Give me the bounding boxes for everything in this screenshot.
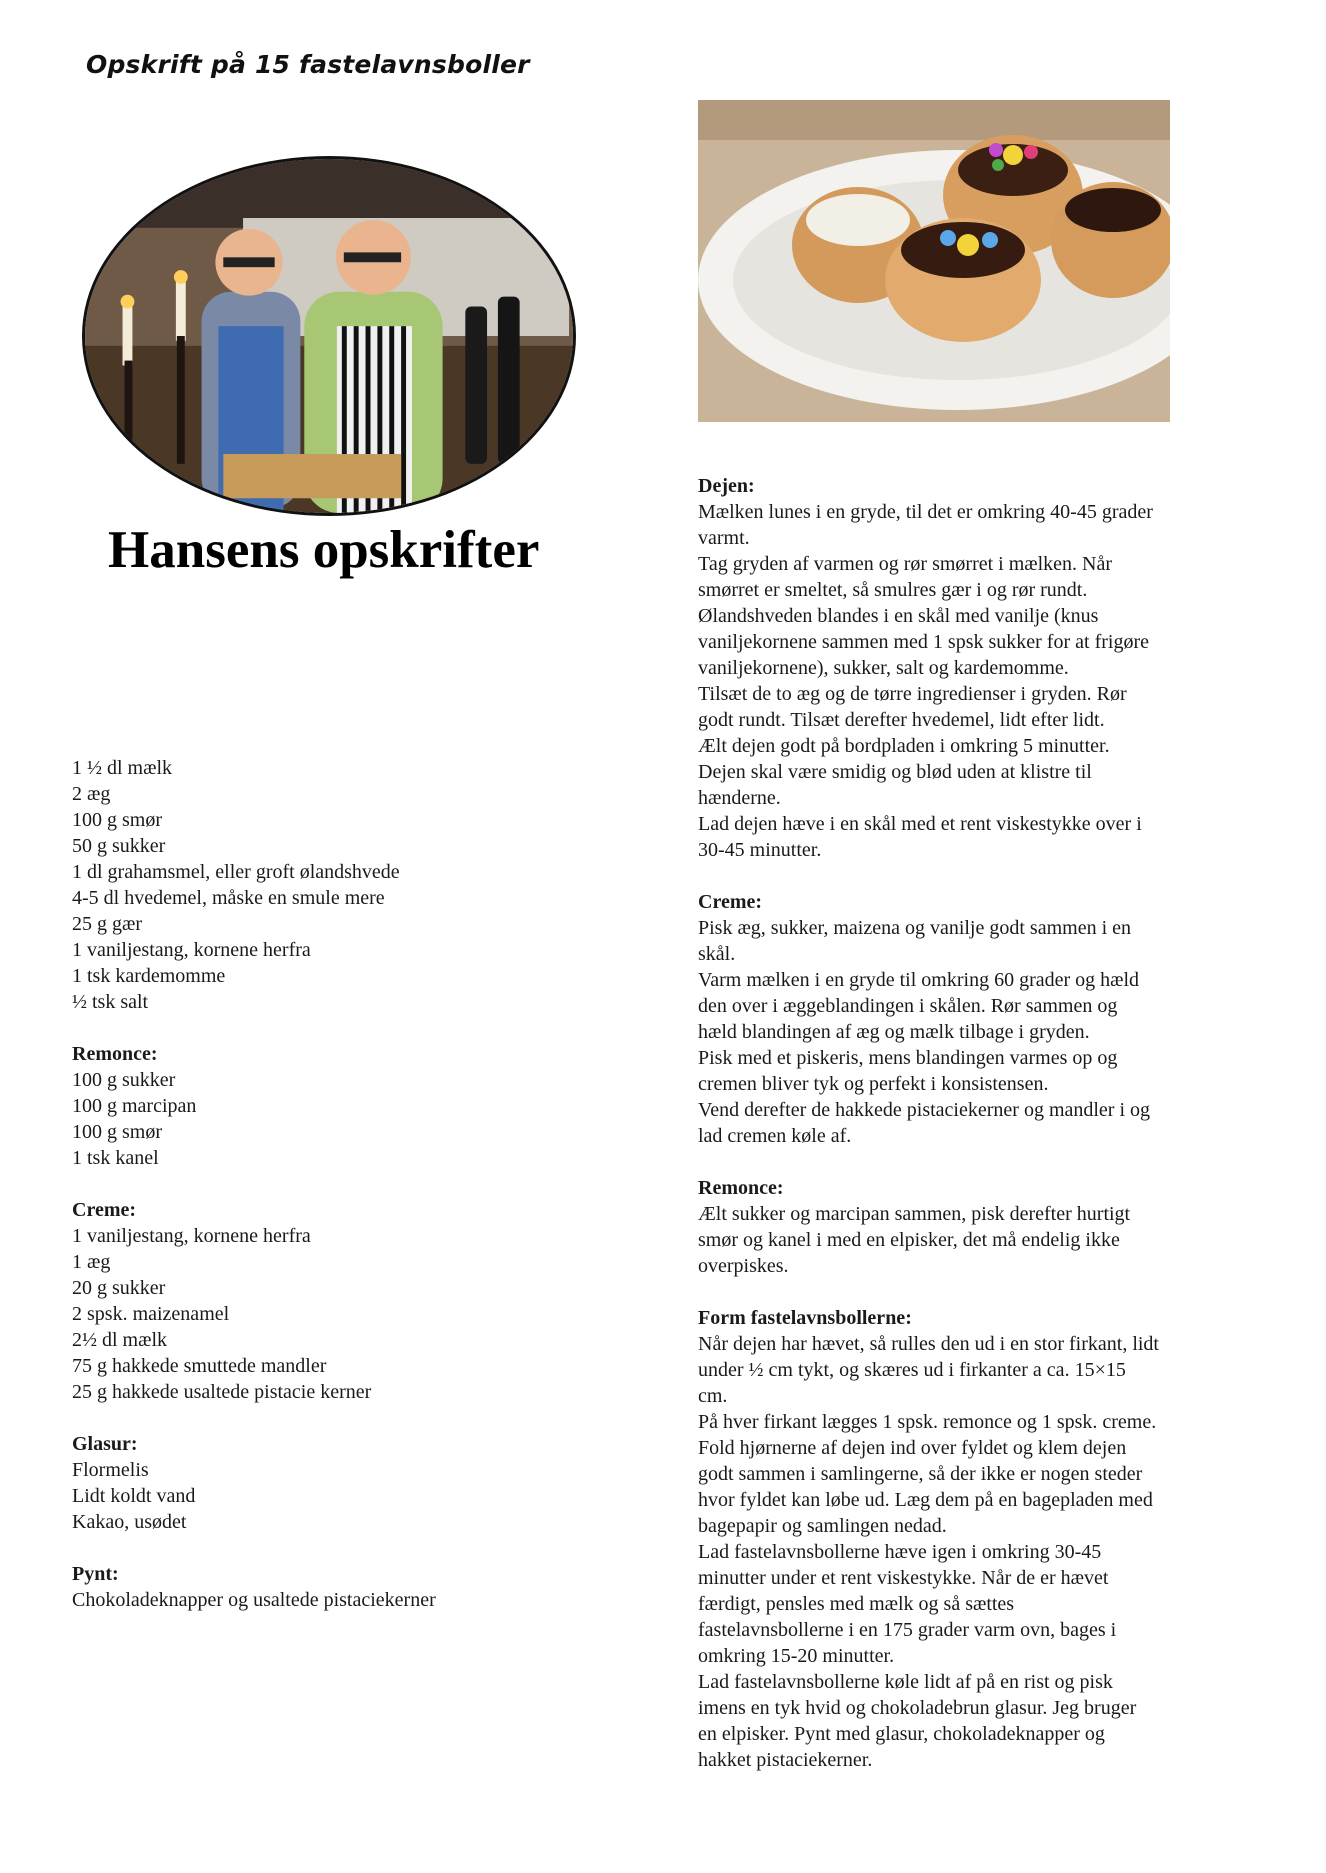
method-line: imens en tyk hvid og chokoladebrun glasur. Jeg bruger	[698, 1697, 1137, 1719]
ingredient-line: 1 tsk kardemomme	[72, 965, 226, 987]
method-line: cm.	[698, 1385, 728, 1407]
method-line: På hver firkant lægges 1 spsk. remonce og 1 spsk. creme.	[698, 1411, 1157, 1433]
remonce-ingredients	[72, 1041, 632, 1171]
ingredient-line: 25 g hakkede usaltede pistacie kerner	[72, 1381, 372, 1403]
method-line: Pisk med et piskeris, mens blandingen varmes op og	[698, 1047, 1118, 1069]
method-line: Vend derefter de hakkede pistaciekerner og mandler i og	[698, 1099, 1151, 1121]
method-line: færdigt, pensles med mælk og så sættes	[698, 1593, 1015, 1615]
method-line: vaniljekornene sammen med 1 spsk sukker for at frigøre	[698, 631, 1149, 653]
ingredient-line: 100 g marcipan	[72, 1095, 197, 1117]
method-line: Tilsæt de to æg og de tørre ingredienser i gryden. Rør	[698, 683, 1127, 705]
pynt-heading: Pynt:	[72, 1563, 119, 1585]
pynt-ingredients	[72, 1561, 632, 1613]
ingredient-line: 100 g smør	[72, 809, 162, 831]
method-line: Lad dejen hæve i en skål med et rent viskestykke over i	[698, 813, 1142, 835]
ingredient-line: 2½ dl mælk	[72, 1329, 168, 1351]
glasur-ingredients	[72, 1431, 632, 1535]
method-line: Fold hjørnerne af dejen ind over fyldet og klem dejen	[698, 1437, 1127, 1459]
method-line: smørret er smeltet, så smulres gær i og rør rundt.	[698, 579, 1088, 601]
method-line: Ælt sukker og marcipan sammen, pisk derefter hurtigt	[698, 1203, 1131, 1225]
recipe-title: Opskrift på 15 fastelavnsboller	[86, 50, 530, 79]
method-line: varmt.	[698, 527, 750, 549]
ingredient-line: Flormelis	[72, 1459, 149, 1481]
ingredient-line: 1 dl grahamsmel, eller groft ølandshvede	[72, 861, 400, 883]
glasur-heading: Glasur:	[72, 1433, 138, 1455]
method-line: Lad fastelavnsbollerne køle lidt af på en rist og pisk	[698, 1671, 1113, 1693]
ingredient-line: Kakao, usødet	[72, 1511, 187, 1533]
ingredient-line: Chokoladeknapper og usaltede pistaciekerner	[72, 1589, 436, 1611]
ingredient-line: 20 g sukker	[72, 1277, 166, 1299]
creme-ingredients	[72, 1197, 632, 1405]
chefs-photo	[82, 156, 576, 516]
creme-section	[698, 889, 1218, 1149]
dejen-section	[698, 473, 1218, 863]
creme-method-heading: Creme:	[698, 891, 763, 913]
ingredient-line: 50 g sukker	[72, 835, 166, 857]
form-section	[698, 1305, 1218, 1773]
ingredient-line: 100 g sukker	[72, 1069, 176, 1091]
method-line: Dejen skal være smidig og blød uden at klistre til	[698, 761, 1092, 783]
method-line: Ælt dejen godt på bordpladen i omkring 5 minutter.	[698, 735, 1110, 757]
remonce-section	[698, 1175, 1218, 1279]
ingredient-line: 1 ½ dl mælk	[72, 757, 173, 779]
method-line: godt sammen i samlingerne, så der ikke er nogen steder	[698, 1463, 1143, 1485]
ingredient-line: ½ tsk salt	[72, 991, 149, 1013]
ingredient-line: 1 vaniljestang, kornene herfra	[72, 1225, 311, 1247]
dejen-heading: Dejen:	[698, 475, 755, 497]
method-line: smør og kanel i med en elpisker, det må endelig ikke	[698, 1229, 1120, 1251]
method-line: under ½ cm tykt, og skæres ud i firkanter a ca. 15×15	[698, 1359, 1126, 1381]
ingredient-line: 2 spsk. maizenamel	[72, 1303, 230, 1325]
method-line: Lad fastelavnsbollerne hæve igen i omkring 30-45	[698, 1541, 1102, 1563]
buns-photo	[698, 100, 1170, 422]
ingredient-line: 4-5 dl hvedemel, måske en smule mere	[72, 887, 385, 909]
method-line: fastelavnsbollerne i en 175 grader varm ovn, bages i	[698, 1619, 1117, 1641]
method-line: Tag gryden af varmen og rør smørret i mælken. Når	[698, 553, 1113, 575]
ingredient-line: 1 æg	[72, 1251, 111, 1273]
remonce-method-heading: Remonce:	[698, 1177, 784, 1199]
base-ingredients	[72, 755, 632, 1015]
ingredient-line: 1 tsk kanel	[72, 1147, 159, 1169]
method-line: godt rundt. Tilsæt derefter hvedemel, lidt efter lidt.	[698, 709, 1105, 731]
ingredient-line: Lidt koldt vand	[72, 1485, 196, 1507]
method-line: 30-45 minutter.	[698, 839, 822, 861]
method-line: hvor fyldet kan løbe ud. Læg dem på en bagepladen med	[698, 1489, 1153, 1511]
creme-heading: Creme:	[72, 1199, 137, 1221]
method-line: minutter under et rent viskestykke. Når de er hævet	[698, 1567, 1109, 1589]
site-brand-title: Hansens opskrifter	[108, 521, 540, 579]
method-line: Varm mælken i en gryde til omkring 60 grader og hæld	[698, 969, 1140, 991]
method-line: hakket pistaciekerner.	[698, 1749, 873, 1771]
method-line: overpiskes.	[698, 1255, 789, 1277]
method-line: lad cremen køle af.	[698, 1125, 852, 1147]
method-line: bagepapir og samlingen nedad.	[698, 1515, 947, 1537]
method-line: en elpisker. Pynt med glasur, chokoladeknapper og	[698, 1723, 1105, 1745]
method-line: hæld blandingen af æg og mælk tilbage i gryden.	[698, 1021, 1090, 1043]
method-line: vaniljekornene), sukker, salt og kardemomme.	[698, 657, 1069, 679]
ingredient-line: 75 g hakkede smuttede mandler	[72, 1355, 327, 1377]
form-heading: Form fastelavnsbollerne:	[698, 1307, 912, 1329]
method-line: cremen bliver tyk og perfekt i konsistensen.	[698, 1073, 1049, 1095]
ingredient-line: 2 æg	[72, 783, 111, 805]
remonce-heading: Remonce:	[72, 1043, 158, 1065]
method-line: Ølandshveden blandes i en skål med vanilje (knus	[698, 605, 1099, 627]
method-column	[698, 473, 1218, 1799]
method-line: skål.	[698, 943, 736, 965]
ingredient-line: 1 vaniljestang, kornene herfra	[72, 939, 311, 961]
method-line: Mælken lunes i en gryde, til det er omkring 40-45 grader	[698, 501, 1153, 523]
method-line: hænderne.	[698, 787, 781, 809]
ingredient-line: 100 g smør	[72, 1121, 162, 1143]
method-line: omkring 15-20 minutter.	[698, 1645, 895, 1667]
ingredients-column	[72, 755, 632, 1639]
method-line: Pisk æg, sukker, maizena og vanilje godt sammen i en	[698, 917, 1132, 939]
ingredient-line: 25 g gær	[72, 913, 142, 935]
method-line: Når dejen har hævet, så rulles den ud i en stor firkant, lidt	[698, 1333, 1159, 1355]
method-line: den over i æggeblandingen i skålen. Rør sammen og	[698, 995, 1118, 1017]
